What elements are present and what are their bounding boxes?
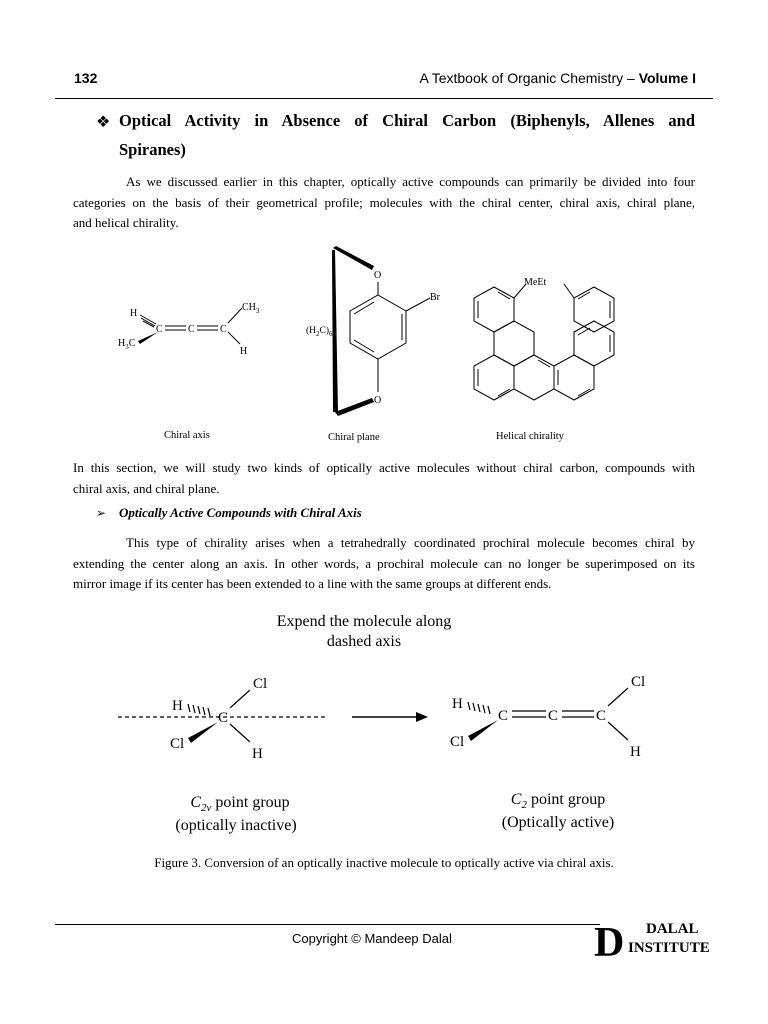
page-number: 132 (74, 70, 98, 86)
volume-label: Volume I (638, 70, 696, 86)
right-h-bottom: H (630, 744, 641, 760)
heading-bullet-icon: ❖ (96, 114, 111, 131)
section-heading-line2: Spiranes) (119, 140, 186, 159)
chiral-axis-label: Chiral axis (164, 430, 210, 441)
left-point-group: $C_{2v}$ point group (190, 794, 290, 814)
allene-h-label: H (130, 308, 138, 319)
paragraph-line: extending the center along an axis. In other words, a prochiral molecule can no longer be superimposed on its (73, 555, 695, 571)
right-point-group: $C_2$ point group (510, 791, 606, 811)
logo-line1: DALAL (646, 921, 699, 937)
left-c-label: C (218, 710, 229, 726)
allene-structure (118, 302, 260, 441)
conversion-arrow (352, 712, 428, 722)
cyclophane-o-top: O (374, 270, 382, 281)
chiral-axis-paragraph (73, 533, 695, 595)
right-c2: C (548, 708, 559, 724)
paragraph-line: mirror image if its center has been extended to a line with the same groups at different ends. (73, 576, 552, 591)
left-cl-top: Cl (253, 676, 268, 692)
cyclophane-structure (306, 246, 441, 443)
allene-c2: C (188, 324, 195, 335)
figure-caption: Figure 3. Conversion of an optically inactive molecule to optically active via chiral axis. (154, 855, 614, 870)
paragraph-line: categories on the basis of their geometrical profile; molecules with the chiral center, chiral axis, chiral plane, (73, 194, 695, 210)
left-h-bottom: H (252, 746, 263, 762)
left-activity: (optically inactive) (175, 817, 297, 834)
section-heading-line1: Optical Activity in Absence of Chiral Carbon (Biphenyls, Allenes and (119, 111, 695, 130)
right-c1: C (498, 708, 509, 724)
helicene-substituents: MeEt (524, 277, 547, 288)
logo-line2: INSTITUTE (628, 940, 710, 956)
left-cl-bottom: Cl (170, 736, 185, 752)
paragraph-line: and helical chirality. (73, 215, 179, 230)
right-molecule (450, 674, 645, 831)
right-wedge-bond (468, 720, 498, 741)
allene-wedge-bond (138, 332, 158, 344)
paragraph-line: This type of chirality arises when a tetrahedrally coordinated prochiral molecule becomes chiral by (126, 535, 695, 550)
right-cl-bottom: Cl (450, 734, 465, 750)
chiral-axis-conversion-figure (100, 600, 680, 850)
right-c3: C (596, 708, 607, 724)
right-cl-top: Cl (631, 674, 646, 690)
allene-c1: C (156, 324, 163, 335)
paragraph-line: As we discussed earlier in this chapter, optically active compounds can primarily be divided into four (126, 174, 695, 189)
cyclophane-br-label: Br (430, 292, 440, 303)
copyright-text: Copyright © Mandeep Dalal (292, 931, 452, 946)
chiral-plane-label: Chiral plane (328, 432, 380, 443)
paragraph-line: chiral axis, and chiral plane. (73, 480, 220, 496)
left-h-label: H (172, 698, 183, 714)
dalal-institute-logo (594, 916, 724, 960)
book-title-text: A Textbook of Organic Chemistry – (419, 70, 639, 86)
book-title (420, 70, 697, 86)
allene-ch3-label: $CH_3$ (242, 302, 260, 315)
cyclophane-o-bottom: O (374, 395, 382, 406)
right-h-label: H (452, 696, 463, 712)
allene-h-right-label: H (240, 346, 248, 357)
section-paragraph (73, 458, 695, 499)
allene-h3c-label: $H_3C$ (118, 338, 136, 351)
figure2-title-line1: Expend the molecule along (276, 613, 452, 630)
left-wedge-bond (188, 722, 218, 743)
subsection-bullet-icon: ➢ (96, 506, 107, 520)
paragraph-line: In this section, we will study two kinds of optically active molecules without chiral carbon, compounds with (73, 460, 695, 475)
logo-letter: D (594, 920, 625, 960)
intro-paragraph (73, 172, 695, 234)
chirality-types-figure (110, 240, 630, 450)
allene-c3: C (220, 324, 227, 335)
cyclophane-chain-label: $(H_2C)_6$ (306, 326, 333, 338)
figure2-title-line2: dashed axis (326, 633, 402, 650)
footer-rule (55, 924, 600, 925)
header-rule (55, 98, 713, 99)
helicene-structure (474, 284, 614, 400)
left-molecule (118, 676, 328, 834)
right-activity: (Optically active) (501, 814, 615, 831)
helical-chirality-label: Helical chirality (496, 431, 564, 442)
subsection-heading: Optically Active Compounds with Chiral Axis (119, 505, 362, 520)
